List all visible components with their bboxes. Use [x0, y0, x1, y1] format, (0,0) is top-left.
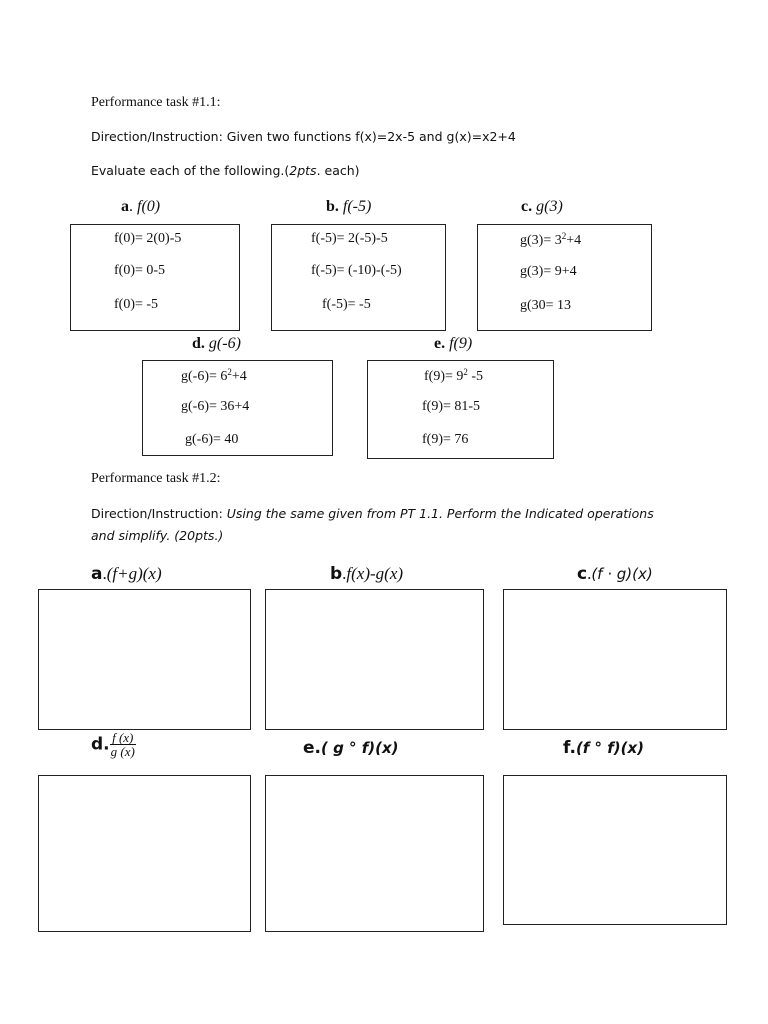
pt1-evaluate: [91, 163, 360, 178]
pt1-item-e-line3: f(9)= 76: [422, 432, 469, 447]
pt1-direction: [91, 129, 516, 144]
pt1-item-c-line2: g(3)= 9+4: [520, 264, 577, 279]
pt1-item-b-label: b. f(-5): [326, 198, 372, 215]
pt2-item-f-box[interactable]: [503, 775, 727, 925]
pt1-item-c-line1: $g(3)= 3^2+4$: [520, 231, 582, 248]
pt1-item-a-line3: f(0)= -5: [114, 297, 159, 312]
pt2-item-f-label: f.(f ° f)(x): [563, 738, 645, 758]
pt2-item-b-label: b.f(x)-g(x): [330, 564, 404, 584]
pt1-item-e-label: e. f(9): [434, 335, 473, 352]
pt1-item-d-box: [142, 360, 333, 456]
pt2-item-e-label: e.( g ° f)(x): [303, 738, 399, 758]
pt1-item-d-line1: $g(-6)= 6^2+4$: [181, 367, 247, 384]
pt2-item-a-label: a.(f+g)(x): [91, 564, 162, 584]
pt1-item-a-box: [70, 224, 240, 331]
pt1-direction-label: Direction/Instruction:: [91, 129, 223, 144]
pt2-item-d-label: d. $\frac{f (x)}{g (x)}$: [91, 730, 135, 759]
pt2-item-e-box[interactable]: [265, 775, 484, 932]
pt2-item-c-label: c.(f · g)(x): [577, 564, 653, 584]
pt2-direction: [91, 506, 654, 521]
pt2-item-c-box[interactable]: [503, 589, 727, 730]
pt2-title: Performance task #1.2:: [91, 471, 221, 486]
pt1-item-e-box: [367, 360, 554, 459]
pt2-direction-text: Using the same given from PT 1.1. Perform the Indicated operations: [222, 506, 654, 521]
pt1-item-a-label: a. f(0): [121, 198, 161, 215]
pt1-item-c-box: [477, 224, 652, 331]
pt2-item-d-box[interactable]: [38, 775, 251, 932]
pt1-item-a-line1: f(0)= 2(0)-5: [114, 231, 182, 246]
pt1-item-d-line3: g(-6)= 40: [185, 432, 239, 447]
pt1-item-b-box: [271, 224, 446, 331]
pt2-item-b-box[interactable]: [265, 589, 484, 730]
pt1-item-e-line2: f(9)= 81-5: [422, 399, 481, 414]
pt1-item-d-label: d. g(-6): [192, 335, 241, 352]
pt1-item-b-line3: f(-5)= -5: [322, 297, 371, 312]
pt1-evaluate-text: Evaluate each of the following.(: [91, 163, 290, 178]
pt1-title: Performance task #1.1:: [91, 95, 221, 110]
pt1-item-c-line3: g(30= 13: [520, 298, 572, 313]
pt2-direction-line2: and simplify. (20pts.): [91, 528, 224, 543]
pt1-evaluate-tail: . each): [316, 163, 360, 178]
pt1-item-b-line1: f(-5)= 2(-5)-5: [311, 231, 388, 246]
fraction: $\frac{f (x)}{g (x)}$: [110, 730, 135, 759]
pt1-item-d-line2: g(-6)= 36+4: [181, 399, 250, 414]
pt1-direction-text: Given two functions f(x)=2x-5 and g(x)=x2+4: [222, 129, 516, 144]
pt2-direction-label: Direction/Instruction:: [91, 506, 223, 521]
pt1-item-a-line2: f(0)= 0-5: [114, 263, 166, 278]
pt1-item-b-line2: f(-5)= (-10)-(-5): [311, 263, 402, 278]
pt2-item-a-box[interactable]: [38, 589, 251, 730]
pt1-item-e-line1: $f(9)= 9^2$ -5: [424, 367, 484, 384]
pt1-evaluate-pts: 2pts: [289, 163, 317, 178]
pt1-item-c-label: c. g(3): [521, 198, 563, 215]
